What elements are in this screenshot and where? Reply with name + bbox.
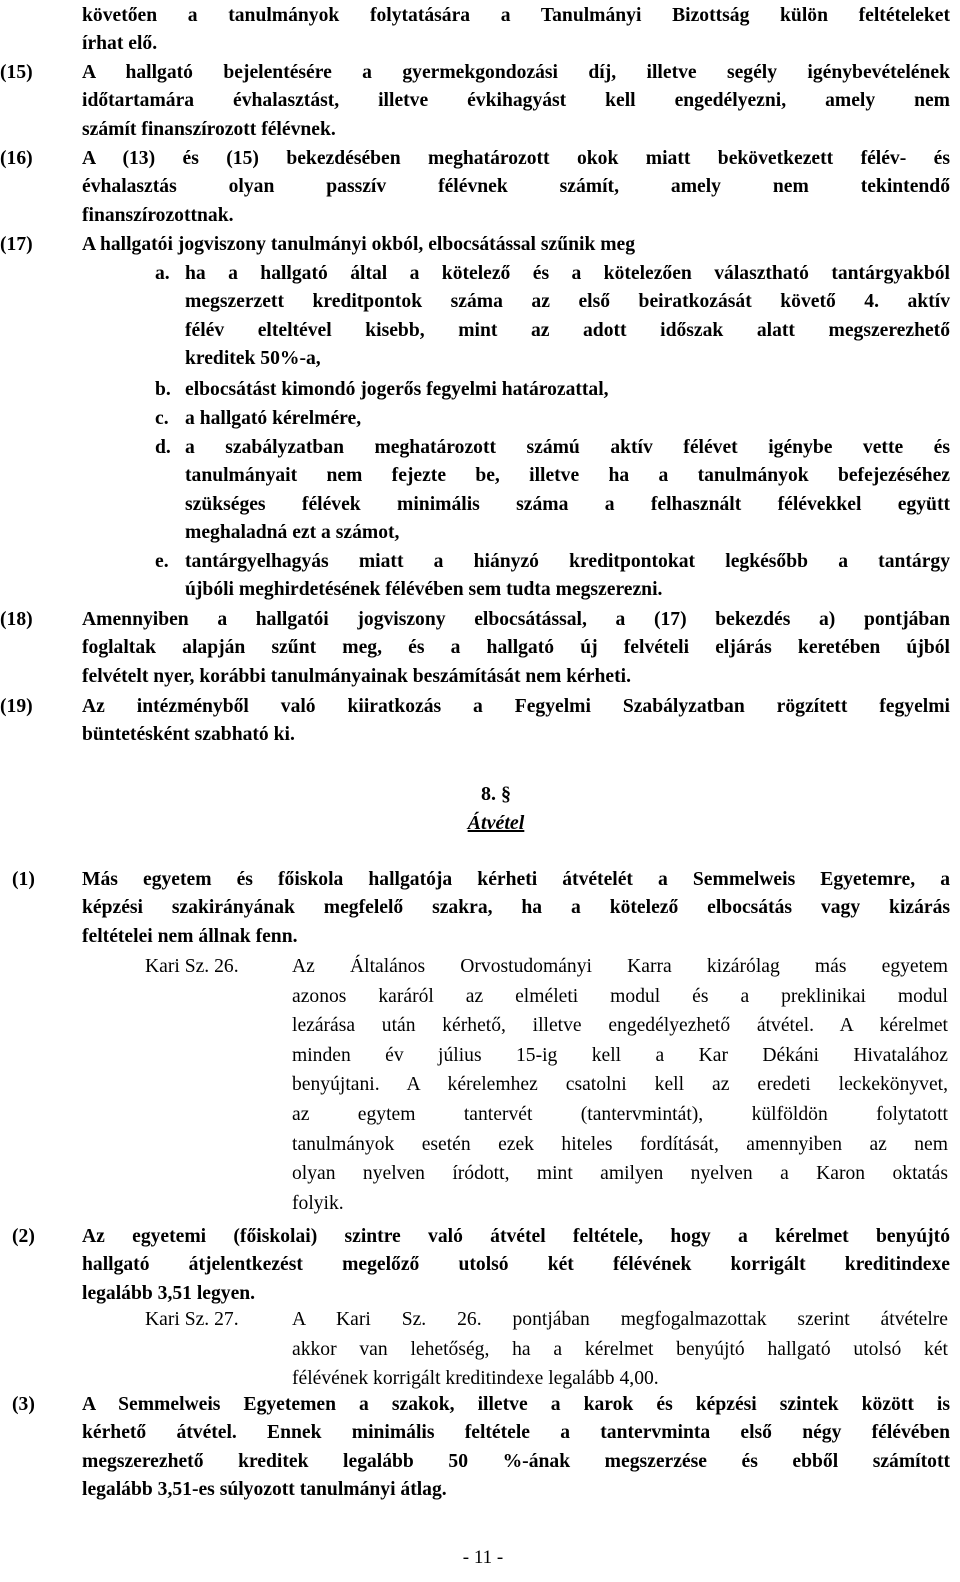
paragraph-number: (17) (0, 234, 33, 255)
paragraph-number: (16) (0, 148, 33, 169)
text-line: felvételt nyer, korábbi tanulmányainak beszámítását nem kérheti. (82, 665, 631, 687)
subitem-letter: e. (155, 551, 169, 572)
paragraph-number: (3) (12, 1394, 35, 1415)
text-line: A hallgatói jogviszony tanulmányi okból, elbocsátással szűnik meg (82, 234, 636, 255)
text-line: ha a hallgató által a kötelező és a kötelezően választható tantárgyakból (185, 263, 950, 284)
text-line: foglaltak alapján szűnt meg, és a hallgató új felvételi eljárás keretében újból (82, 637, 950, 659)
paragraph-number: (15) (0, 62, 33, 83)
subitem-letter: d. (155, 437, 171, 458)
section-number: 8. § (481, 783, 511, 805)
text-line: benyújtani. A kérelemhez csatolni kell az eredeti leckekönyvet, (292, 1074, 948, 1096)
faculty-rule-ref: Kari Sz. 27. (145, 1309, 239, 1330)
text-line: képzési szakirányának megfelelő szakra, ha a kötelező elbocsátás vagy kizárás (82, 897, 950, 919)
text-line: A Kari Sz. 26. pontjában megfogalmazottak szerint átvételre (292, 1309, 948, 1330)
text-line: legalább 3,51-es súlyozott tanulmányi átlag. (82, 1478, 447, 1500)
text-line: olyan nyelven íródott, mint amilyen nyelven a Karon oktatás (292, 1163, 948, 1185)
text-line: évhalasztás olyan passzív félévnek számít, amely nem tekintendő (82, 176, 950, 198)
paragraph-number: (19) (0, 696, 33, 717)
text-line: Amennyiben a hallgatói jogviszony elbocsátással, a (17) bekezdés a) pontjában (82, 609, 950, 630)
text-line: tanulmányait nem fejezte be, illetve ha a tanulmányok befejezéséhez (185, 465, 950, 487)
text-line: A hallgató bejelentésére a gyermekgondozási díj, illetve segély igénybevételének (82, 62, 950, 83)
text-line: minden év július 15-ig kell a Kar Dékáni Hivatalához (292, 1044, 948, 1066)
text-line: Az egyetemi (főiskolai) szintre való átvétel feltétele, hogy a kérelmet benyújtó (82, 1226, 950, 1247)
text-line: szükséges félévek minimális száma a felhasznált félévekkel együtt (185, 493, 950, 515)
text-line: félév elteltével kisebb, mint az adott időszak alatt megszerezhető (185, 319, 950, 341)
text-line: elbocsátást kimondó jogerős fegyelmi határozattal, (185, 379, 609, 400)
subitem-letter: c. (155, 408, 169, 429)
text-line: Az intézményből való kiiratkozás a Fegyelmi Szabályzatban rögzített fegyelmi (82, 696, 950, 717)
text-line: folyik. (292, 1192, 344, 1214)
text-line: számít finanszírozott félévnek. (82, 118, 336, 140)
text-line: tantárgyelhagyás miatt a hiányzó kreditpontokat legkésőbb a tantárgy (185, 551, 950, 572)
text-line: legalább 3,51 legyen. (82, 1282, 256, 1304)
text-line: a szabályzatban meghatározott számú aktív félévet igénybe vette és (185, 437, 950, 458)
text-line: Más egyetem és főiskola hallgatója kérheti átvételét a Semmelweis Egyetemre, a (82, 869, 950, 890)
text-line: újbóli meghirdetésének félévében sem tudta megszerezni. (185, 579, 663, 601)
text-line: büntetésként szabható ki. (82, 724, 295, 746)
text-line: félévének korrigált kreditindexe legalább 4,00. (292, 1368, 659, 1390)
text-line: Az Általános Orvostudományi Karra kizárólag más egyetem (292, 956, 948, 977)
text-line: megszerzett kreditpontok száma az első beiratkozását követő 4. aktív (185, 291, 950, 313)
paragraph-number: (2) (12, 1226, 35, 1247)
subitem-letter: b. (155, 379, 171, 400)
text-line: kérhető átvétel. Ennek minimális feltétele a tantervminta első négy félévében (82, 1422, 950, 1444)
text-line: megszerezhető kreditek legalább 50 %-ának megszerzése és ebből számított (82, 1450, 950, 1472)
text-line: finanszírozottnak. (82, 204, 234, 226)
text-line: kreditek 50%-a, (185, 347, 321, 369)
text-line: az egytem tantervét (tantervmintát), külföldön folytatott (292, 1103, 948, 1125)
text-line: a hallgató kérelmére, (185, 408, 362, 429)
text-line: meghaladná ezt a számot, (185, 521, 400, 543)
faculty-rule-ref: Kari Sz. 26. (145, 956, 239, 977)
paragraph-number: (1) (12, 869, 35, 890)
continuation-text (82, 2, 950, 59)
text-line: akkor van lehetőség, ha a kérelmet benyújtó hallgató utolsó két (292, 1338, 948, 1360)
page-number: - 11 - (462, 1547, 504, 1568)
text-line: azonos karáról az elméleti modul és a preklinikai modul (292, 985, 948, 1007)
text-line: A (13) és (15) bekezdésében meghatározott okok miatt bekövetkezett félév- és (82, 148, 950, 169)
text-line: írhat elő. (82, 33, 158, 55)
paragraph-number: (18) (0, 609, 33, 630)
subitem-letter: a. (155, 263, 170, 284)
text-line: tanulmányok esetén ezek hiteles fordítását, amennyiben az nem (292, 1133, 948, 1155)
text-line: időtartamára évhalasztást, illetve évkihagyást kell engedélyezni, amely nem (82, 90, 950, 112)
text-line: lezárása után kérhető, illetve engedélyezhető átvétel. A kérelmet (292, 1015, 948, 1037)
text-line: hallgató átjelentkezést megelőző utolsó két félévének korrigált kreditindexe (82, 1254, 950, 1276)
text-line: A Semmelweis Egyetemen a szakok, illetve a karok és képzési szintek között is (82, 1394, 950, 1415)
text-line: követően a tanulmányok folytatására a Tanulmányi Bizottság külön feltételeket (82, 5, 950, 26)
section-title: Átvétel (467, 812, 525, 834)
text-line: feltételei nem állnak fenn. (82, 925, 298, 947)
